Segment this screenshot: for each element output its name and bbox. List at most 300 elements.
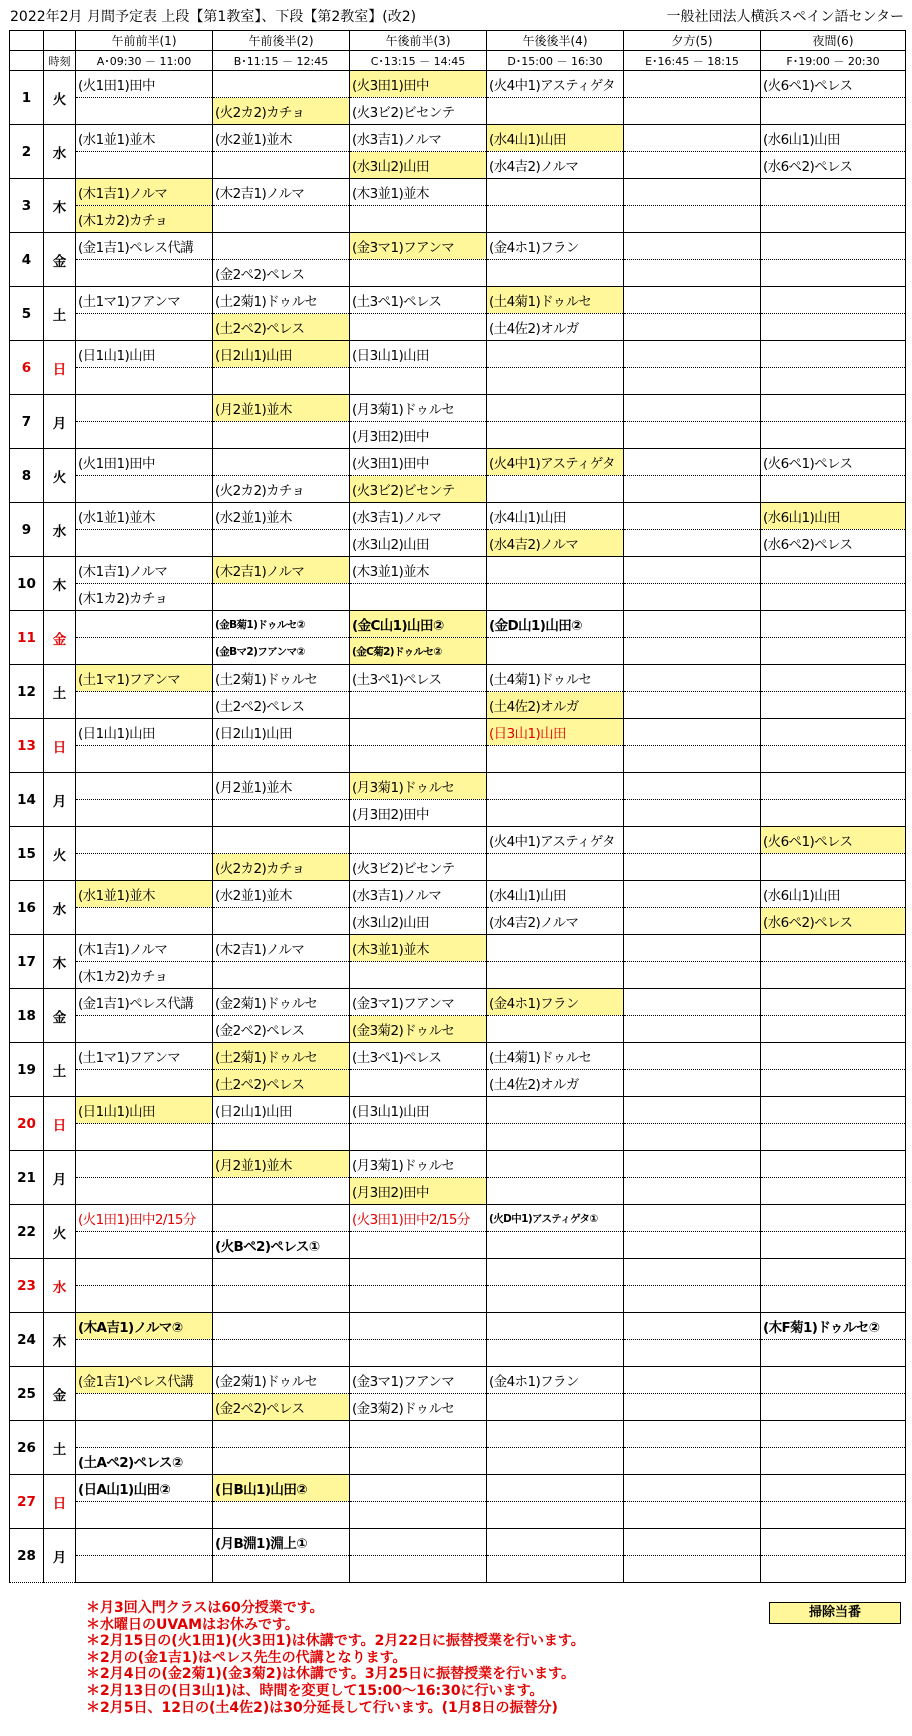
- day-row-bottom: [10, 584, 906, 611]
- class-slot: (金4ホ1)フラン: [487, 233, 624, 260]
- day-row-bottom: [10, 206, 906, 233]
- weekday: 月: [44, 773, 76, 827]
- empty-slot: [624, 1151, 761, 1178]
- class-slot: (土2ペ2)ペレス: [213, 1070, 350, 1097]
- day-number: 10: [10, 557, 44, 611]
- empty-slot: [487, 638, 624, 665]
- empty-slot: [213, 233, 350, 260]
- empty-slot: [761, 422, 906, 449]
- empty-slot: [624, 638, 761, 665]
- empty-slot: [76, 746, 213, 773]
- day-row-top: [10, 341, 906, 368]
- day-row-top: [10, 1259, 906, 1286]
- weekday: 金: [44, 233, 76, 287]
- empty-slot: [761, 341, 906, 368]
- day-row-bottom: [10, 530, 906, 557]
- empty-slot: [761, 800, 906, 827]
- note-line: ＊水曜日のUVAMはお休みです。: [86, 1616, 299, 1633]
- empty-slot: [213, 746, 350, 773]
- empty-slot: [487, 1556, 624, 1583]
- empty-slot: [624, 1232, 761, 1259]
- day-row-top: [10, 1151, 906, 1178]
- class-slot: (火6ペ1)ペレス: [761, 71, 906, 98]
- weekday: 土: [44, 1421, 76, 1475]
- day-number: 8: [10, 449, 44, 503]
- class-slot: (土Aペ2)ペレス②: [76, 1448, 213, 1475]
- class-slot: (木1カ2)カチョ: [76, 206, 213, 233]
- class-slot: (水4山1)山田: [487, 125, 624, 152]
- empty-slot: [624, 1259, 761, 1286]
- weekday: 日: [44, 1097, 76, 1151]
- day-row-bottom: [10, 800, 906, 827]
- day-row-top: [10, 1367, 906, 1394]
- class-slot: (土1マ1)フアンマ: [76, 287, 213, 314]
- day-number: 28: [10, 1529, 44, 1583]
- empty-slot: [350, 692, 487, 719]
- empty-slot: [761, 1178, 906, 1205]
- empty-slot: [213, 449, 350, 476]
- empty-slot: [350, 260, 487, 287]
- empty-slot: [76, 395, 213, 422]
- empty-slot: [624, 1340, 761, 1367]
- period-time-row: [10, 51, 906, 71]
- empty-slot: [624, 152, 761, 179]
- period-name-3: 午後前半(3): [350, 31, 487, 51]
- day-number: 9: [10, 503, 44, 557]
- day-number: 15: [10, 827, 44, 881]
- class-slot: (水1並1)並木: [76, 125, 213, 152]
- class-slot: (土4佐2)オルガ: [487, 1070, 624, 1097]
- empty-slot: [487, 935, 624, 962]
- empty-slot: [624, 1205, 761, 1232]
- weekday: 木: [44, 935, 76, 989]
- empty-slot: [624, 692, 761, 719]
- class-slot: (水6ペ2)ペレス: [761, 908, 906, 935]
- empty-slot: [624, 530, 761, 557]
- class-slot: (金3マ1)フアンマ: [350, 1367, 487, 1394]
- empty-slot: [624, 71, 761, 98]
- class-slot: (木A吉1)ノルマ②: [76, 1313, 213, 1340]
- empty-slot: [76, 476, 213, 503]
- day-row-top: [10, 557, 906, 584]
- day-number: 16: [10, 881, 44, 935]
- day-row-bottom: [10, 1232, 906, 1259]
- empty-slot: [487, 800, 624, 827]
- day-row-top: [10, 179, 906, 206]
- class-slot: (火4中1)アスティゲタ: [487, 449, 624, 476]
- empty-slot: [487, 773, 624, 800]
- day-row-bottom: [10, 908, 906, 935]
- class-slot: (火3田1)田中: [350, 449, 487, 476]
- class-slot: (水3山2)山田: [350, 152, 487, 179]
- day-number: 1: [10, 71, 44, 125]
- empty-slot: [76, 773, 213, 800]
- weekday: 水: [44, 1259, 76, 1313]
- class-slot: (日2山1)山田: [213, 341, 350, 368]
- day-row-bottom: [10, 1178, 906, 1205]
- empty-slot: [487, 395, 624, 422]
- day-number: 11: [10, 611, 44, 665]
- empty-slot: [213, 530, 350, 557]
- day-number: 7: [10, 395, 44, 449]
- empty-slot: [487, 1259, 624, 1286]
- period-time-6: F･19:00 － 20:30: [761, 51, 906, 71]
- class-slot: (木1吉1)ノルマ: [76, 179, 213, 206]
- empty-slot: [624, 341, 761, 368]
- empty-slot: [487, 476, 624, 503]
- class-slot: (火3ビ2)ビセンテ: [350, 98, 487, 125]
- empty-slot: [350, 1421, 487, 1448]
- empty-slot: [624, 1178, 761, 1205]
- class-slot: (土2菊1)ドゥルセ: [213, 1043, 350, 1070]
- class-slot: (土2菊1)ドゥルセ: [213, 665, 350, 692]
- empty-slot: [487, 1286, 624, 1313]
- class-slot: (水2並1)並木: [213, 503, 350, 530]
- day-number: 3: [10, 179, 44, 233]
- class-slot: (金Bマ2)フアンマ②: [213, 638, 350, 665]
- empty-slot: [350, 1556, 487, 1583]
- empty-slot: [624, 98, 761, 125]
- empty-slot: [624, 1367, 761, 1394]
- empty-slot: [624, 206, 761, 233]
- day-row-bottom: [10, 1016, 906, 1043]
- empty-slot: [761, 1556, 906, 1583]
- empty-slot: [213, 206, 350, 233]
- class-slot: (月2並1)並木: [213, 395, 350, 422]
- class-slot: (金B菊1)ドゥルセ②: [213, 611, 350, 638]
- empty-slot: [213, 1502, 350, 1529]
- empty-slot: [761, 476, 906, 503]
- empty-slot: [624, 773, 761, 800]
- empty-slot: [761, 665, 906, 692]
- empty-slot: [624, 557, 761, 584]
- period-name-6: 夜間(6): [761, 31, 906, 51]
- day-row-top: [10, 503, 906, 530]
- class-slot: (日A山1)山田②: [76, 1475, 213, 1502]
- empty-slot: [350, 746, 487, 773]
- empty-slot: [213, 584, 350, 611]
- empty-slot: [624, 989, 761, 1016]
- day-row-bottom: [10, 746, 906, 773]
- empty-slot: [487, 1394, 624, 1421]
- class-slot: (金2菊1)ドゥルセ: [213, 989, 350, 1016]
- day-row-bottom: [10, 1340, 906, 1367]
- empty-slot: [761, 1232, 906, 1259]
- class-slot: (金C山1)山田②: [350, 611, 487, 638]
- day-number: 23: [10, 1259, 44, 1313]
- empty-slot: [624, 1124, 761, 1151]
- class-slot: (土4佐2)オルガ: [487, 314, 624, 341]
- empty-slot: [761, 395, 906, 422]
- empty-slot: [761, 773, 906, 800]
- class-slot: (土4菊1)ドゥルセ: [487, 1043, 624, 1070]
- class-slot: (日3山1)山田: [487, 719, 624, 746]
- empty-slot: [350, 1529, 487, 1556]
- empty-slot: [624, 962, 761, 989]
- empty-slot: [761, 1151, 906, 1178]
- weekday: 土: [44, 1043, 76, 1097]
- empty-slot: [761, 1475, 906, 1502]
- empty-slot: [624, 1043, 761, 1070]
- empty-slot: [76, 1502, 213, 1529]
- empty-slot: [213, 1124, 350, 1151]
- class-slot: (木3並1)並木: [350, 935, 487, 962]
- day-row-top: [10, 395, 906, 422]
- class-slot: (金3マ1)フアンマ: [350, 989, 487, 1016]
- empty-slot: [761, 746, 906, 773]
- empty-slot: [350, 1340, 487, 1367]
- empty-slot: [76, 638, 213, 665]
- empty-slot: [76, 908, 213, 935]
- period-name-1: 午前前半(1): [76, 31, 213, 51]
- day-number: 26: [10, 1421, 44, 1475]
- empty-slot: [350, 1448, 487, 1475]
- class-slot: (火3ビ2)ビセンテ: [350, 854, 487, 881]
- empty-slot: [624, 1394, 761, 1421]
- empty-slot: [624, 611, 761, 638]
- weekday: 火: [44, 1205, 76, 1259]
- empty-slot: [487, 1448, 624, 1475]
- note-line: ＊2月5日、12日の(土4佐2)は30分延長して行います。(1月8日の振替分): [86, 1699, 558, 1716]
- day-row-top: [10, 1205, 906, 1232]
- day-row-top: [10, 881, 906, 908]
- schedule-table: [9, 30, 906, 1583]
- class-slot: (日3山1)山田: [350, 1097, 487, 1124]
- empty-slot: [761, 1502, 906, 1529]
- day-number: 22: [10, 1205, 44, 1259]
- day-row-top: [10, 989, 906, 1016]
- class-slot: (月3田2)田中: [350, 1178, 487, 1205]
- class-slot: (水4吉2)ノルマ: [487, 530, 624, 557]
- empty-slot: [76, 422, 213, 449]
- empty-slot: [624, 719, 761, 746]
- empty-slot: [761, 962, 906, 989]
- class-slot: (火6ペ1)ペレス: [761, 827, 906, 854]
- weekday: 月: [44, 395, 76, 449]
- empty-slot: [76, 1421, 213, 1448]
- day-number: 6: [10, 341, 44, 395]
- day-number: 13: [10, 719, 44, 773]
- day-number: 5: [10, 287, 44, 341]
- empty-slot: [487, 1313, 624, 1340]
- empty-slot: [213, 368, 350, 395]
- empty-slot: [624, 1529, 761, 1556]
- note-line: ＊2月15日の(火1田1)(火3田1)は休講です。2月22日に振替授業を行います。: [86, 1633, 585, 1650]
- period-time-5: E･16:45 － 18:15: [624, 51, 761, 71]
- empty-slot: [76, 152, 213, 179]
- day-row-bottom: [10, 314, 906, 341]
- empty-slot: [624, 1475, 761, 1502]
- class-slot: (土4菊1)ドゥルセ: [487, 287, 624, 314]
- day-number: 17: [10, 935, 44, 989]
- period-time-4: D･15:00 － 16:30: [487, 51, 624, 71]
- weekday: 木: [44, 557, 76, 611]
- empty-slot: [213, 71, 350, 98]
- empty-slot: [761, 1070, 906, 1097]
- period-name-2: 午前後半(2): [213, 31, 350, 51]
- empty-slot: [76, 1124, 213, 1151]
- empty-slot: [761, 1448, 906, 1475]
- class-slot: (土1マ1)フアンマ: [76, 665, 213, 692]
- class-slot: (水1並1)並木: [76, 503, 213, 530]
- empty-slot: [213, 1448, 350, 1475]
- weekday: 水: [44, 881, 76, 935]
- note-line: ＊2月4日の(金2菊1)(金3菊2)は休講です。3月25日に振替授業を行います。: [86, 1666, 576, 1683]
- empty-slot: [761, 206, 906, 233]
- day-row-bottom: [10, 1448, 906, 1475]
- empty-slot: [624, 908, 761, 935]
- empty-slot: [761, 1529, 906, 1556]
- class-slot: (水6山1)山田: [761, 881, 906, 908]
- empty-slot: [350, 1259, 487, 1286]
- weekday: 金: [44, 989, 76, 1043]
- empty-slot: [624, 827, 761, 854]
- empty-slot: [624, 1502, 761, 1529]
- empty-slot: [213, 827, 350, 854]
- class-slot: (土3ペ1)ペレス: [350, 287, 487, 314]
- day-row-top: [10, 827, 906, 854]
- class-slot: (月3田2)田中: [350, 422, 487, 449]
- empty-slot: [487, 98, 624, 125]
- class-slot: (金3マ1)フアンマ: [350, 233, 487, 260]
- empty-slot: [624, 287, 761, 314]
- empty-slot: [761, 584, 906, 611]
- class-slot: (土2ペ2)ペレス: [213, 314, 350, 341]
- note-line: ＊月3回入門クラスは60分授業です。: [86, 1600, 324, 1616]
- empty-slot: [624, 854, 761, 881]
- empty-slot: [761, 1421, 906, 1448]
- class-slot: (土1マ1)フアンマ: [76, 1043, 213, 1070]
- empty-slot: [624, 935, 761, 962]
- empty-slot: [624, 422, 761, 449]
- day-number: 12: [10, 665, 44, 719]
- class-slot: (木3並1)並木: [350, 179, 487, 206]
- empty-slot: [761, 719, 906, 746]
- empty-slot: [487, 1232, 624, 1259]
- day-number: 27: [10, 1475, 44, 1529]
- note-line: ＊2月13日の(日3山1)は、時間を変更して15:00～16:30に行います。: [86, 1682, 544, 1699]
- empty-slot: [761, 1286, 906, 1313]
- day-row-bottom: [10, 422, 906, 449]
- empty-slot: [624, 179, 761, 206]
- day-row-top: [10, 1475, 906, 1502]
- day-row-top: [10, 287, 906, 314]
- empty-slot: [624, 395, 761, 422]
- class-slot: (火2カ2)カチョ: [213, 854, 350, 881]
- class-slot: (金4ホ1)フラン: [487, 989, 624, 1016]
- empty-slot: [76, 1529, 213, 1556]
- day-row-bottom: [10, 854, 906, 881]
- empty-slot: [761, 611, 906, 638]
- class-slot: (水6ペ2)ペレス: [761, 530, 906, 557]
- day-row-top: [10, 1529, 906, 1556]
- weekday: 火: [44, 827, 76, 881]
- empty-slot: [76, 1070, 213, 1097]
- empty-slot: [761, 233, 906, 260]
- class-slot: (土3ペ1)ペレス: [350, 665, 487, 692]
- class-slot: (日B山1)山田②: [213, 1475, 350, 1502]
- empty-slot: [624, 1286, 761, 1313]
- class-slot: (日2山1)山田: [213, 1097, 350, 1124]
- class-slot: (水4山1)山田: [487, 881, 624, 908]
- empty-slot: [487, 1475, 624, 1502]
- day-row-bottom: [10, 476, 906, 503]
- day-number: 25: [10, 1367, 44, 1421]
- weekday: 木: [44, 179, 76, 233]
- day-row-bottom: [10, 692, 906, 719]
- empty-slot: [213, 1286, 350, 1313]
- class-slot: (金2菊1)ドゥルセ: [213, 1367, 350, 1394]
- class-slot: (金3菊2)ドゥルセ: [350, 1394, 487, 1421]
- empty-slot: [487, 1178, 624, 1205]
- class-slot: (火1田1)田中2/15分: [76, 1205, 213, 1232]
- empty-slot: [76, 1232, 213, 1259]
- day-row-top: [10, 935, 906, 962]
- day-number: 2: [10, 125, 44, 179]
- day-row-top: [10, 71, 906, 98]
- class-slot: (火D中1)アスティゲタ①: [487, 1205, 624, 1232]
- empty-slot: [761, 1259, 906, 1286]
- empty-slot: [213, 1313, 350, 1340]
- class-slot: (金C菊2)ドゥルセ②: [350, 638, 487, 665]
- class-slot: (水3山2)山田: [350, 530, 487, 557]
- empty-slot: [213, 962, 350, 989]
- day-row-top: [10, 1313, 906, 1340]
- empty-slot: [487, 854, 624, 881]
- empty-slot: [624, 1421, 761, 1448]
- weekday: 水: [44, 503, 76, 557]
- day-number: 24: [10, 1313, 44, 1367]
- empty-slot: [624, 665, 761, 692]
- empty-slot: [624, 1097, 761, 1124]
- class-slot: (火3田1)田中2/15分: [350, 1205, 487, 1232]
- empty-slot: [624, 800, 761, 827]
- empty-slot: [487, 1124, 624, 1151]
- empty-slot: [213, 1205, 350, 1232]
- empty-slot: [213, 1178, 350, 1205]
- class-slot: (木1カ2)カチョ: [76, 584, 213, 611]
- class-slot: (水3吉1)ノルマ: [350, 125, 487, 152]
- weekday: 月: [44, 1529, 76, 1583]
- class-slot: (土4佐2)オルガ: [487, 692, 624, 719]
- class-slot: (水3吉1)ノルマ: [350, 881, 487, 908]
- day-row-bottom: [10, 98, 906, 125]
- corner-cell: [44, 31, 76, 51]
- class-slot: (月3菊1)ドゥルセ: [350, 1151, 487, 1178]
- empty-slot: [76, 1259, 213, 1286]
- empty-slot: [350, 584, 487, 611]
- empty-slot: [761, 638, 906, 665]
- empty-slot: [624, 746, 761, 773]
- class-slot: (日1山1)山田: [76, 719, 213, 746]
- empty-slot: [487, 557, 624, 584]
- class-slot: (火1田1)田中: [76, 449, 213, 476]
- class-slot: (木F菊1)ドゥルセ②: [761, 1313, 906, 1340]
- empty-slot: [350, 1475, 487, 1502]
- empty-slot: [624, 1016, 761, 1043]
- empty-slot: [761, 98, 906, 125]
- weekday: 金: [44, 1367, 76, 1421]
- class-slot: (土2ペ2)ペレス: [213, 692, 350, 719]
- cleaning-duty-label: 掃除当番: [769, 1602, 901, 1624]
- period-name-row: [10, 31, 906, 51]
- empty-slot: [213, 1340, 350, 1367]
- empty-slot: [487, 1340, 624, 1367]
- class-slot: (金D山1)山田②: [487, 611, 624, 638]
- class-slot: (水3吉1)ノルマ: [350, 503, 487, 530]
- notes-section: [86, 1600, 585, 1716]
- day-row-top: [10, 719, 906, 746]
